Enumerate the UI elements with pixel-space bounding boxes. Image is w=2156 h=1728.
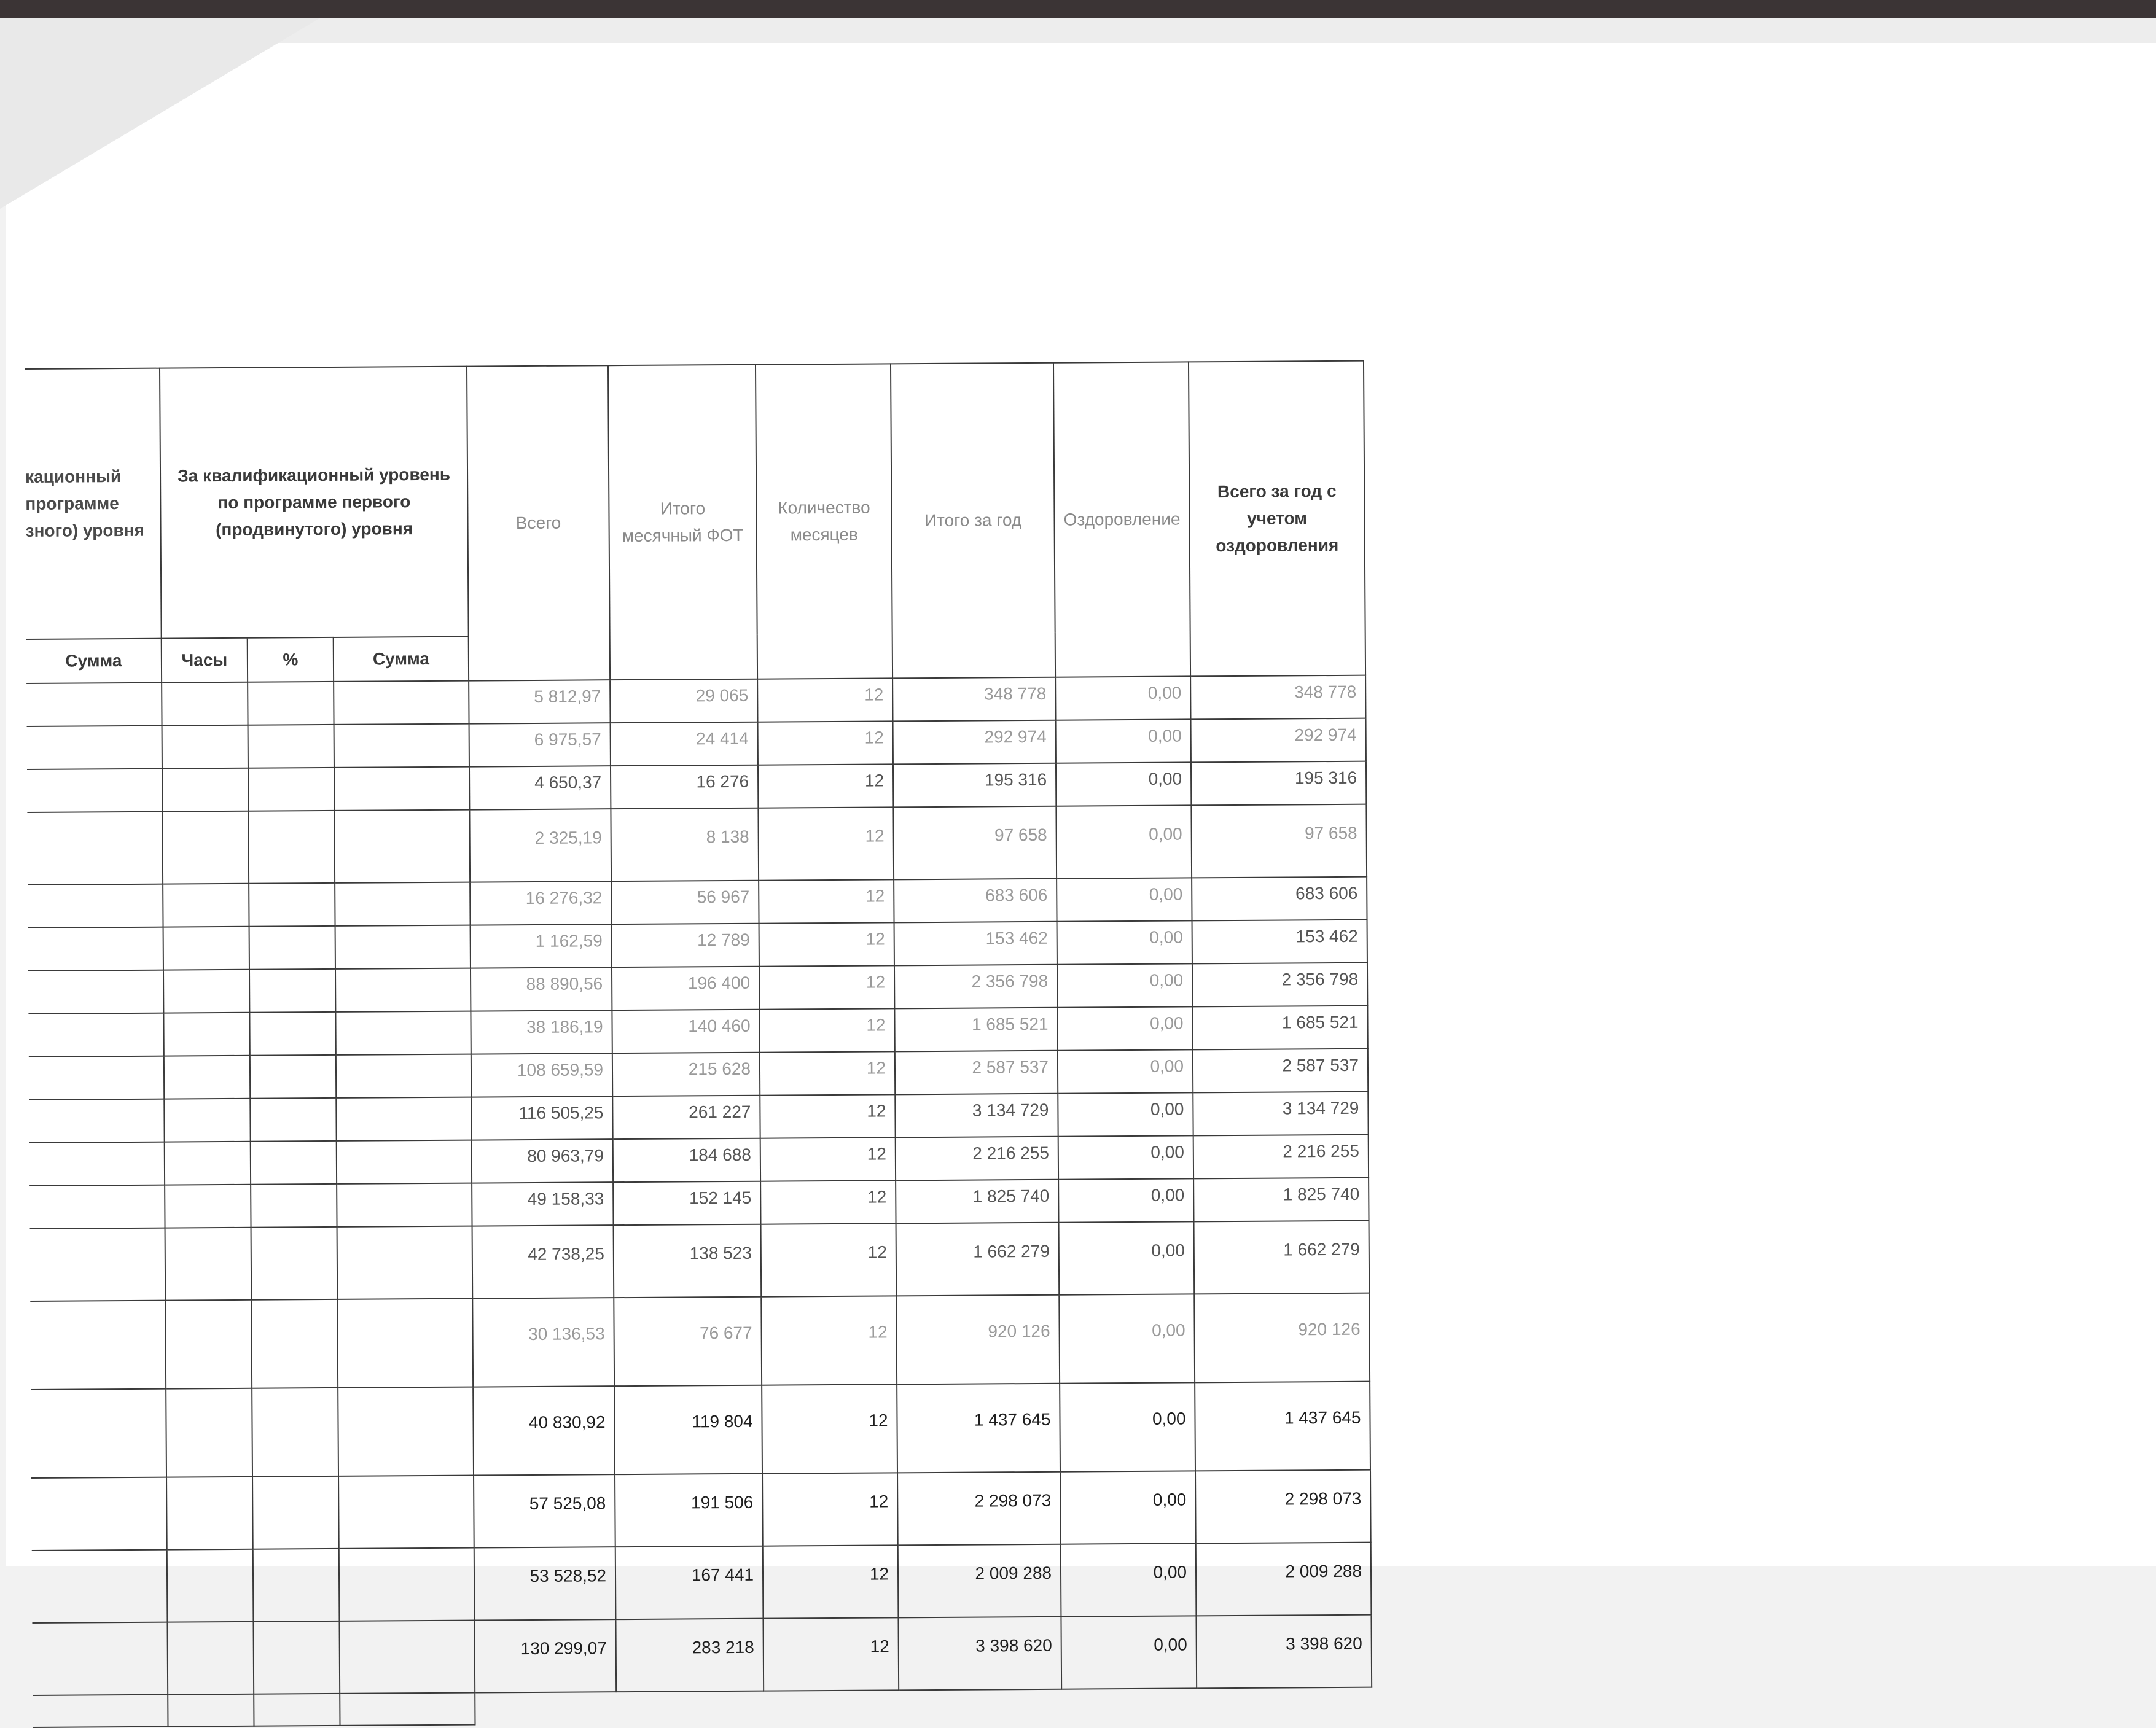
table-row xyxy=(28,877,1367,928)
header-ozdorovlenie: Оздоровление xyxy=(1053,362,1190,677)
cell-vsego: 5 812,97 xyxy=(469,680,610,723)
cell-vsego: 30 136,53 xyxy=(472,1298,614,1387)
cell-vsego-za-god: 1 437 645 xyxy=(1195,1382,1370,1471)
cell-kol-mesyacev: 12 xyxy=(763,1545,899,1618)
cell-summa xyxy=(340,1693,475,1726)
cell-summa-clipped xyxy=(27,769,162,812)
cell-percent xyxy=(254,1694,340,1726)
cell-summa-clipped xyxy=(28,970,163,1014)
cell-summa-clipped xyxy=(29,1142,165,1186)
cell-summa xyxy=(337,1183,472,1227)
cell-itogo-fot: 119 804 xyxy=(614,1385,762,1474)
cell-itogo-za-god: 1 437 645 xyxy=(897,1384,1060,1473)
cell-kol-mesyacev: 12 xyxy=(757,678,892,722)
cell-itogo-za-god: 3 398 620 xyxy=(898,1617,1061,1691)
cell-chasy xyxy=(164,1056,250,1099)
cell-vsego-za-god: 2 356 798 xyxy=(1192,963,1367,1007)
cell-chasy xyxy=(163,1013,249,1056)
cell-ozdorovlenie: 0,00 xyxy=(1059,1221,1195,1294)
table-row xyxy=(28,1006,1367,1057)
table-row xyxy=(28,963,1367,1014)
cell-kol-mesyacev: 12 xyxy=(758,807,894,880)
cell-chasy xyxy=(163,927,249,970)
cell-ozdorovlenie: 0,00 xyxy=(1061,1543,1197,1616)
cell-chasy xyxy=(165,1142,251,1185)
cell-kol-mesyacev xyxy=(764,1690,899,1722)
cell-itogo-za-god: 348 778 xyxy=(892,677,1055,722)
cell-itogo-fot: 8 138 xyxy=(611,808,759,881)
cell-summa-clipped xyxy=(28,1013,163,1057)
cell-summa-clipped xyxy=(28,927,163,971)
cell-percent xyxy=(249,883,335,927)
cell-ozdorovlenie: 0,00 xyxy=(1058,1135,1193,1179)
cell-itogo-za-god: 1 685 521 xyxy=(894,1008,1057,1052)
cell-vsego-za-god: 2 216 255 xyxy=(1193,1135,1369,1179)
cell-summa-clipped xyxy=(27,726,162,769)
cell-ozdorovlenie: 0,00 xyxy=(1058,1178,1193,1222)
cell-summa xyxy=(337,1140,472,1184)
cell-ozdorovlenie: 0,00 xyxy=(1060,1382,1195,1471)
subheader-summa-clipped: Сумма xyxy=(26,639,162,683)
cell-vsego: 6 975,57 xyxy=(469,723,611,766)
cell-summa-clipped xyxy=(27,812,163,885)
cell-vsego-za-god: 2 587 537 xyxy=(1193,1049,1368,1093)
cell-itogo-fot: 184 688 xyxy=(613,1138,760,1182)
cell-percent xyxy=(252,1476,339,1549)
cell-itogo-fot: 167 441 xyxy=(615,1546,764,1619)
cell-vsego-za-god: 683 606 xyxy=(1192,877,1367,921)
cell-percent xyxy=(251,1227,338,1300)
cell-chasy xyxy=(166,1388,252,1477)
cell-vsego-za-god: 195 316 xyxy=(1191,761,1366,806)
table-row xyxy=(29,1178,1369,1229)
cell-kol-mesyacev: 12 xyxy=(759,922,894,966)
cell-percent xyxy=(251,1141,337,1185)
cell-vsego-za-god: 2 009 288 xyxy=(1196,1543,1372,1616)
cell-vsego: 49 158,33 xyxy=(472,1182,613,1226)
paper-fold-corner xyxy=(0,18,319,209)
header-vsego: Всего xyxy=(467,365,610,680)
subheader-percent: % xyxy=(248,637,334,682)
cell-vsego: 57 525,08 xyxy=(474,1474,615,1547)
header-qualification-group: За квалификационный уровень по программе первого (продвинутого) уровня xyxy=(160,367,469,639)
cell-chasy xyxy=(167,1622,254,1695)
cell-ozdorovlenie: 0,00 xyxy=(1056,805,1192,878)
cell-vsego: 38 186,19 xyxy=(471,1010,612,1054)
cell-vsego-za-god: 3 398 620 xyxy=(1196,1615,1372,1689)
cell-itogo-fot: 12 789 xyxy=(612,924,759,967)
cell-kol-mesyacev: 12 xyxy=(758,764,893,808)
cell-itogo-fot: 138 523 xyxy=(614,1224,762,1298)
cell-chasy xyxy=(162,725,248,769)
header-kol-mesyacev: Количество месяцев xyxy=(756,364,892,679)
cell-itogo-za-god: 2 009 288 xyxy=(898,1544,1061,1618)
cell-vsego: 88 890,56 xyxy=(471,967,612,1011)
cell-itogo-fot: 140 460 xyxy=(612,1010,759,1053)
cell-summa xyxy=(335,968,471,1012)
cell-itogo-fot: 283 218 xyxy=(615,1619,764,1692)
cell-vsego: 16 276,32 xyxy=(470,881,611,925)
cell-itogo-fot: 56 967 xyxy=(611,881,759,924)
cell-vsego: 108 659,59 xyxy=(471,1053,612,1097)
cell-chasy xyxy=(167,1549,254,1622)
cell-chasy xyxy=(164,1099,250,1142)
table-row xyxy=(27,761,1366,812)
cell-vsego-za-god: 348 778 xyxy=(1190,675,1365,720)
cell-vsego-za-god: 2 298 073 xyxy=(1195,1470,1371,1544)
cell-summa-clipped xyxy=(29,1099,164,1143)
cell-percent xyxy=(251,1299,338,1388)
cell-summa xyxy=(334,810,470,883)
cell-vsego-za-god: 1 685 521 xyxy=(1192,1006,1367,1050)
cell-ozdorovlenie: 0,00 xyxy=(1057,1006,1192,1050)
table-row xyxy=(31,1382,1370,1478)
cell-vsego-za-god: 97 658 xyxy=(1191,804,1367,878)
cell-itogo-fot: 16 276 xyxy=(611,765,758,809)
cell-itogo-fot: 191 506 xyxy=(615,1474,763,1547)
subheader-chasy: Часы xyxy=(162,638,248,683)
cell-ozdorovlenie: 0,00 xyxy=(1057,963,1192,1007)
cell-ozdorovlenie: 0,00 xyxy=(1059,1294,1195,1383)
cell-kol-mesyacev: 12 xyxy=(760,1137,896,1181)
table-row xyxy=(29,1092,1368,1143)
cell-itogo-fot: 215 628 xyxy=(612,1053,760,1096)
cell-summa xyxy=(338,1387,474,1476)
table-row xyxy=(26,675,1365,726)
cell-ozdorovlenie: 0,00 xyxy=(1057,920,1192,964)
cell-itogo-fot: 76 677 xyxy=(614,1297,762,1386)
cell-vsego: 53 528,52 xyxy=(474,1547,616,1620)
scanner-edge xyxy=(0,0,2156,18)
cell-chasy xyxy=(165,1228,252,1301)
cell-vsego: 80 963,79 xyxy=(472,1139,613,1183)
cell-chasy xyxy=(165,1185,251,1228)
cell-ozdorovlenie: 0,00 xyxy=(1056,762,1191,806)
cell-summa-clipped xyxy=(32,1622,168,1695)
cell-ozdorovlenie: 0,00 xyxy=(1057,878,1192,921)
cell-vsego-za-god xyxy=(1197,1687,1372,1721)
cell-percent xyxy=(253,1549,340,1622)
cell-vsego-za-god: 292 974 xyxy=(1191,718,1366,763)
cell-vsego: 1 162,59 xyxy=(471,924,612,968)
table-row xyxy=(27,718,1366,769)
cell-summa-clipped xyxy=(30,1228,166,1301)
cell-kol-mesyacev: 12 xyxy=(763,1617,899,1691)
cell-ozdorovlenie xyxy=(1061,1688,1197,1721)
cell-itogo-za-god: 1 825 740 xyxy=(896,1180,1058,1224)
cell-summa xyxy=(339,1548,475,1621)
cell-itogo-fot: 29 065 xyxy=(610,679,757,723)
cell-chasy xyxy=(162,682,248,726)
cell-percent xyxy=(248,811,335,884)
cell-percent xyxy=(253,1621,340,1694)
cell-kol-mesyacev: 12 xyxy=(758,721,893,765)
cell-ozdorovlenie: 0,00 xyxy=(1058,1092,1193,1136)
header-itogo-za-god: Итого за год xyxy=(891,363,1055,679)
cell-vsego-za-god: 3 134 729 xyxy=(1193,1092,1368,1136)
cell-summa-clipped xyxy=(30,1301,166,1390)
cell-percent xyxy=(249,1012,335,1056)
cell-kol-mesyacev: 12 xyxy=(761,1223,897,1296)
cell-kol-mesyacev: 12 xyxy=(760,1180,896,1224)
cell-vsego: 116 505,25 xyxy=(471,1096,612,1140)
cell-percent xyxy=(252,1388,338,1477)
cell-itogo-za-god: 683 606 xyxy=(894,879,1057,923)
cell-summa-clipped xyxy=(26,683,162,726)
cell-kol-mesyacev: 12 xyxy=(760,1094,895,1138)
cell-itogo-fot: 261 227 xyxy=(612,1096,760,1139)
cell-summa xyxy=(335,925,471,969)
table-row xyxy=(32,1615,1372,1695)
cell-summa-clipped xyxy=(29,1056,164,1100)
cell-ozdorovlenie: 0,00 xyxy=(1058,1049,1193,1093)
cell-vsego-za-god: 153 462 xyxy=(1192,920,1367,964)
cell-chasy xyxy=(163,884,249,927)
cell-vsego-za-god: 1 825 740 xyxy=(1193,1178,1369,1222)
cell-chasy xyxy=(162,768,248,812)
salary-table xyxy=(25,360,1373,1728)
header-itogo-fot: Итого месячный ФОТ xyxy=(608,365,757,680)
cell-vsego xyxy=(475,1692,616,1724)
cell-summa xyxy=(337,1226,473,1299)
cell-ozdorovlenie: 0,00 xyxy=(1060,1471,1196,1544)
cell-kol-mesyacev: 12 xyxy=(762,1473,898,1546)
cell-percent xyxy=(248,682,334,725)
cell-itogo-za-god: 2 356 798 xyxy=(894,965,1057,1009)
cell-chasy xyxy=(168,1694,254,1727)
cell-summa-clipped xyxy=(33,1695,168,1727)
cell-chasy xyxy=(163,970,249,1013)
cell-chasy xyxy=(165,1300,252,1389)
cell-itogo-fot xyxy=(616,1691,764,1724)
cell-summa-clipped xyxy=(28,884,163,928)
cell-chasy xyxy=(162,811,249,884)
cell-percent xyxy=(248,725,334,768)
cell-vsego: 2 325,19 xyxy=(469,809,611,882)
cell-itogo-fot: 152 145 xyxy=(613,1181,760,1225)
cell-kol-mesyacev: 12 xyxy=(761,1296,897,1385)
cell-summa xyxy=(335,1011,471,1055)
subheader-summa: Сумма xyxy=(334,637,469,682)
table-row xyxy=(29,1049,1368,1100)
cell-summa-clipped xyxy=(31,1477,167,1551)
header-vsego-za-god: Всего за год с учетом оздоровления xyxy=(1189,361,1365,677)
cell-summa xyxy=(336,1097,471,1141)
table-row xyxy=(32,1543,1372,1623)
cell-kol-mesyacev: 12 xyxy=(759,1008,894,1052)
cell-kol-mesyacev: 12 xyxy=(762,1384,897,1473)
cell-itogo-fot: 24 414 xyxy=(611,722,758,766)
cell-percent xyxy=(251,1184,337,1228)
cell-percent xyxy=(249,969,335,1013)
cell-itogo-za-god: 1 662 279 xyxy=(896,1223,1060,1296)
cell-summa-clipped xyxy=(31,1389,166,1478)
table-row xyxy=(27,804,1367,885)
cell-ozdorovlenie: 0,00 xyxy=(1055,676,1190,720)
table-row xyxy=(28,920,1367,971)
cell-summa xyxy=(334,724,469,768)
cell-summa xyxy=(335,882,470,926)
cell-summa xyxy=(339,1621,475,1694)
cell-itogo-za-god: 3 134 729 xyxy=(895,1094,1058,1138)
cell-vsego-za-god: 920 126 xyxy=(1194,1293,1370,1383)
cell-kol-mesyacev: 12 xyxy=(759,965,894,1009)
cell-summa xyxy=(334,767,469,811)
cell-vsego: 42 738,25 xyxy=(472,1225,614,1298)
cell-vsego: 130 299,07 xyxy=(474,1619,616,1692)
cell-itogo-za-god: 2 298 073 xyxy=(897,1472,1061,1546)
cell-itogo-za-god: 2 216 255 xyxy=(896,1137,1058,1181)
table-row xyxy=(31,1470,1371,1551)
cell-itogo-za-god: 195 316 xyxy=(893,763,1056,808)
cell-percent xyxy=(249,926,335,970)
cell-itogo-za-god: 97 658 xyxy=(893,806,1057,880)
cell-summa-clipped xyxy=(32,1550,168,1623)
cell-kol-mesyacev: 12 xyxy=(759,879,894,923)
cell-summa xyxy=(336,1054,471,1098)
document-sheet xyxy=(25,360,1372,1728)
table-row xyxy=(30,1293,1370,1390)
table-row xyxy=(30,1221,1370,1301)
cell-summa xyxy=(334,681,469,725)
cell-itogo-fot: 196 400 xyxy=(612,967,759,1010)
cell-chasy xyxy=(166,1477,253,1550)
cell-summa xyxy=(338,1476,474,1549)
header-clipped-qualification: кационный программе зного) уровня xyxy=(25,368,162,639)
table-row xyxy=(29,1135,1369,1186)
cell-vsego: 40 830,92 xyxy=(473,1386,615,1475)
cell-summa xyxy=(337,1299,473,1388)
cell-itogo-za-god: 920 126 xyxy=(896,1295,1060,1385)
cell-kol-mesyacev: 12 xyxy=(760,1051,895,1095)
cell-ozdorovlenie: 0,00 xyxy=(1056,719,1191,763)
cell-vsego-za-god: 1 662 279 xyxy=(1194,1221,1370,1294)
cell-percent xyxy=(250,1098,336,1142)
cell-percent xyxy=(248,768,334,811)
cell-itogo-za-god: 2 587 537 xyxy=(895,1051,1058,1095)
cell-percent xyxy=(250,1055,336,1099)
cell-summa-clipped xyxy=(29,1185,165,1229)
cell-itogo-za-god: 292 974 xyxy=(893,720,1056,765)
cell-itogo-za-god xyxy=(899,1689,1061,1722)
cell-itogo-za-god: 153 462 xyxy=(894,922,1057,966)
cell-ozdorovlenie: 0,00 xyxy=(1061,1616,1197,1689)
cell-vsego: 4 650,37 xyxy=(469,766,611,809)
